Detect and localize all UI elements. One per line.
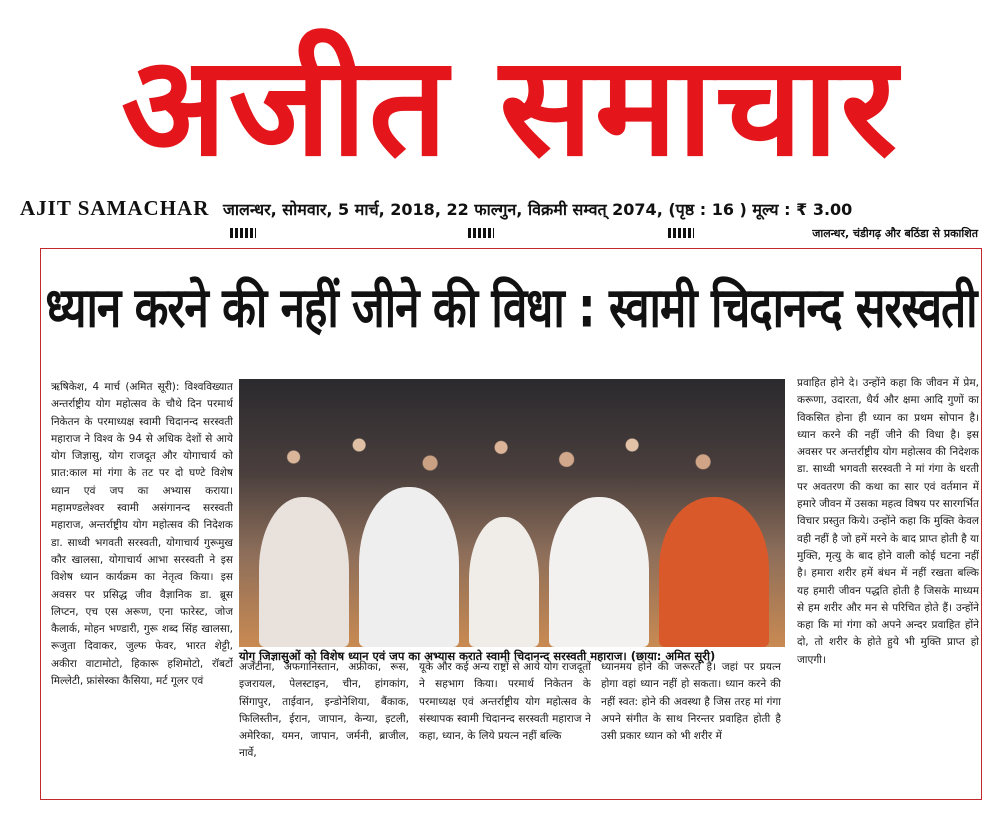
photo-figure: [469, 517, 539, 647]
article-column-2: अर्जेंटीना, अफगानिस्तान, अफ्रीका, रूस, इजरायल, पेलस्टाइन, चीन, हांगकांग, सिंगापुर, ताईवान, इन्डोनेशिया, बैंकाक, फिलिस्तीन, ईरान, जापान, केन्या, इटली, अमेरिका, यमन, जापान, जर्मनी, ब्राजील, नार्वे,: [239, 661, 409, 760]
masthead-title: अजीत समाचार: [121, 26, 899, 187]
photo-caption: योग जिज्ञासुओं को विशेष ध्यान एवं जप का अभ्यास कराते स्वामी चिदानन्द सरस्वती महाराज। (छाया: अमित सूरी): [239, 649, 716, 663]
article-column-3: यूके और कई अन्य राष्ट्रों से आये योग राजदूतों ने सहभाग किया। परमार्थ निकेतन के परमाध्यक्ष एवं अन्तर्राष्ट्रीय योग महोत्सव के संस्थापक स्वामी चिदानन्द सरस्वती महाराज ने कहा, ध्यान, के लिये प्रयत्न नहीं बल्कि: [419, 661, 591, 743]
qr-code-icon: [468, 228, 494, 238]
article-column-5: प्रवाहित होने दे। उन्होंने कहा कि जीवन में प्रेम, करूणा, उदारता, धैर्य और क्षमा आदि गुणों का विकसित होना ही ध्यान का प्रथम सोपान है। ध्यान करने की नहीं जीने की विधा है। इस अवसर पर अन्तर्राष्ट्रीय योग महोत्सव की निदेशक डा. साध्वी भगवती सरस्वती ने मां गंगा के धरती पर अवतरण की कथा का सार एवं वर्तमान में हमारे जीवन में उसका महत्व विषय पर सारगर्भित विचार प्रस्तुत किये। उन्होंने कहा कि मुक्ति केवल वही नहीं है जो हमें मरने के बाद प्राप्त होती है या मुक्ति, मृत्यु के बाद होने वाली कोई घटना नहीं है। हमारा शरीर हमें बंधन में नहीं रखता बल्कि यह हमारी जीवन पद्धति होती है जिसके माध्यम से हम शरीर और मन से परिचित होते हैं। उन्होंने कहा कि मां गंगा को अपने अन्दर प्रवाहित होंने दो, तो शरीर के होते हुये भी मुक्ति प्राप्त हो जाएगी।: [797, 377, 979, 666]
brand-name: AJIT SAMACHAR: [20, 196, 210, 220]
publication-line: जालन्धर, चंडीगढ़ और बठिंडा से प्रकाशित: [812, 227, 978, 240]
dateline-text: जालन्धर, सोमवार, 5 मार्च, 2018, 22 फाल्गुन, विक्रमी सम्वत् 2074, (पृष्ठ : 16 ) मूल्य : ₹ 3.00: [222, 200, 853, 219]
news-article: [40, 248, 982, 800]
photo-figure: [359, 487, 459, 647]
dateline: [20, 196, 980, 220]
article-column-4: ध्यानमय होने की जरूरत है। जहां पर प्रयत्न होगा वहां ध्यान नहीं हो सकता। ध्यान करने की नहीं स्वत: होने की अवस्था है जिस तरह मां गंगा अपने संगीत के साथ निरन्तर प्रवाहित होती है उसी प्रकार ध्यान को भी शरीर में: [601, 661, 781, 743]
qr-code-icon: [230, 228, 256, 238]
article-column-1: ऋषिकेश, 4 मार्च (अमित सूरी): विश्वविख्यात अन्तर्राष्ट्रीय योग महोत्सव के चौथे दिन परमार्थ निकेतन के परमाध्यक्ष स्वामी चिदानन्द सरस्वती महाराज ने विश्व के 94 से अधिक देशों से आये योग जिज्ञासु, योग राजदूत और योगाचार्य को प्रात:काल मां गंगा के तट पर दो घण्टे विशेष ध्यान एवं जप का अभ्यास कराया। महामण्डलेश्वर स्वामी असंगानन्द सरस्वती महाराज, अन्तर्राष्ट्रीय योग महोत्सव की निदेशक डा. साध्वी भगवती सरस्वती, योगाचार्य गुरूमुख कौर खालसा, योगाचार्य आभा सरस्वती ने इस विशेष ध्यान कार्यक्रम का नेतृत्व किया। इस अवसर पर प्रसिद्ध जीव वैज्ञानिक डा. ब्रूस लिप्टन, एच एस अरूण, एना फारेस्ट, जोज कैलार्क, मोहन भण्डारी, गुरू शब्द सिंह खालसा, रूजुता दिवाकर, जुल्फ फेवर, भारत शेट्टी, अकीरा वाटामोटो, हिकारू हशिमोटो, रॉबर्टो मिल्लेटी, फ्रांसेस्का कैसिया, मर्ट गूलर एवं: [51, 381, 233, 688]
photo-figure: [259, 497, 349, 647]
photo-figure: [659, 497, 769, 647]
photo-figure: [549, 497, 649, 647]
article-headline: ध्यान करने की नहीं जीने की विधा : स्वामी चिदानन्द सरस्वती: [45, 276, 977, 340]
article-photo: [239, 379, 785, 647]
qr-code-icon: [668, 228, 694, 238]
